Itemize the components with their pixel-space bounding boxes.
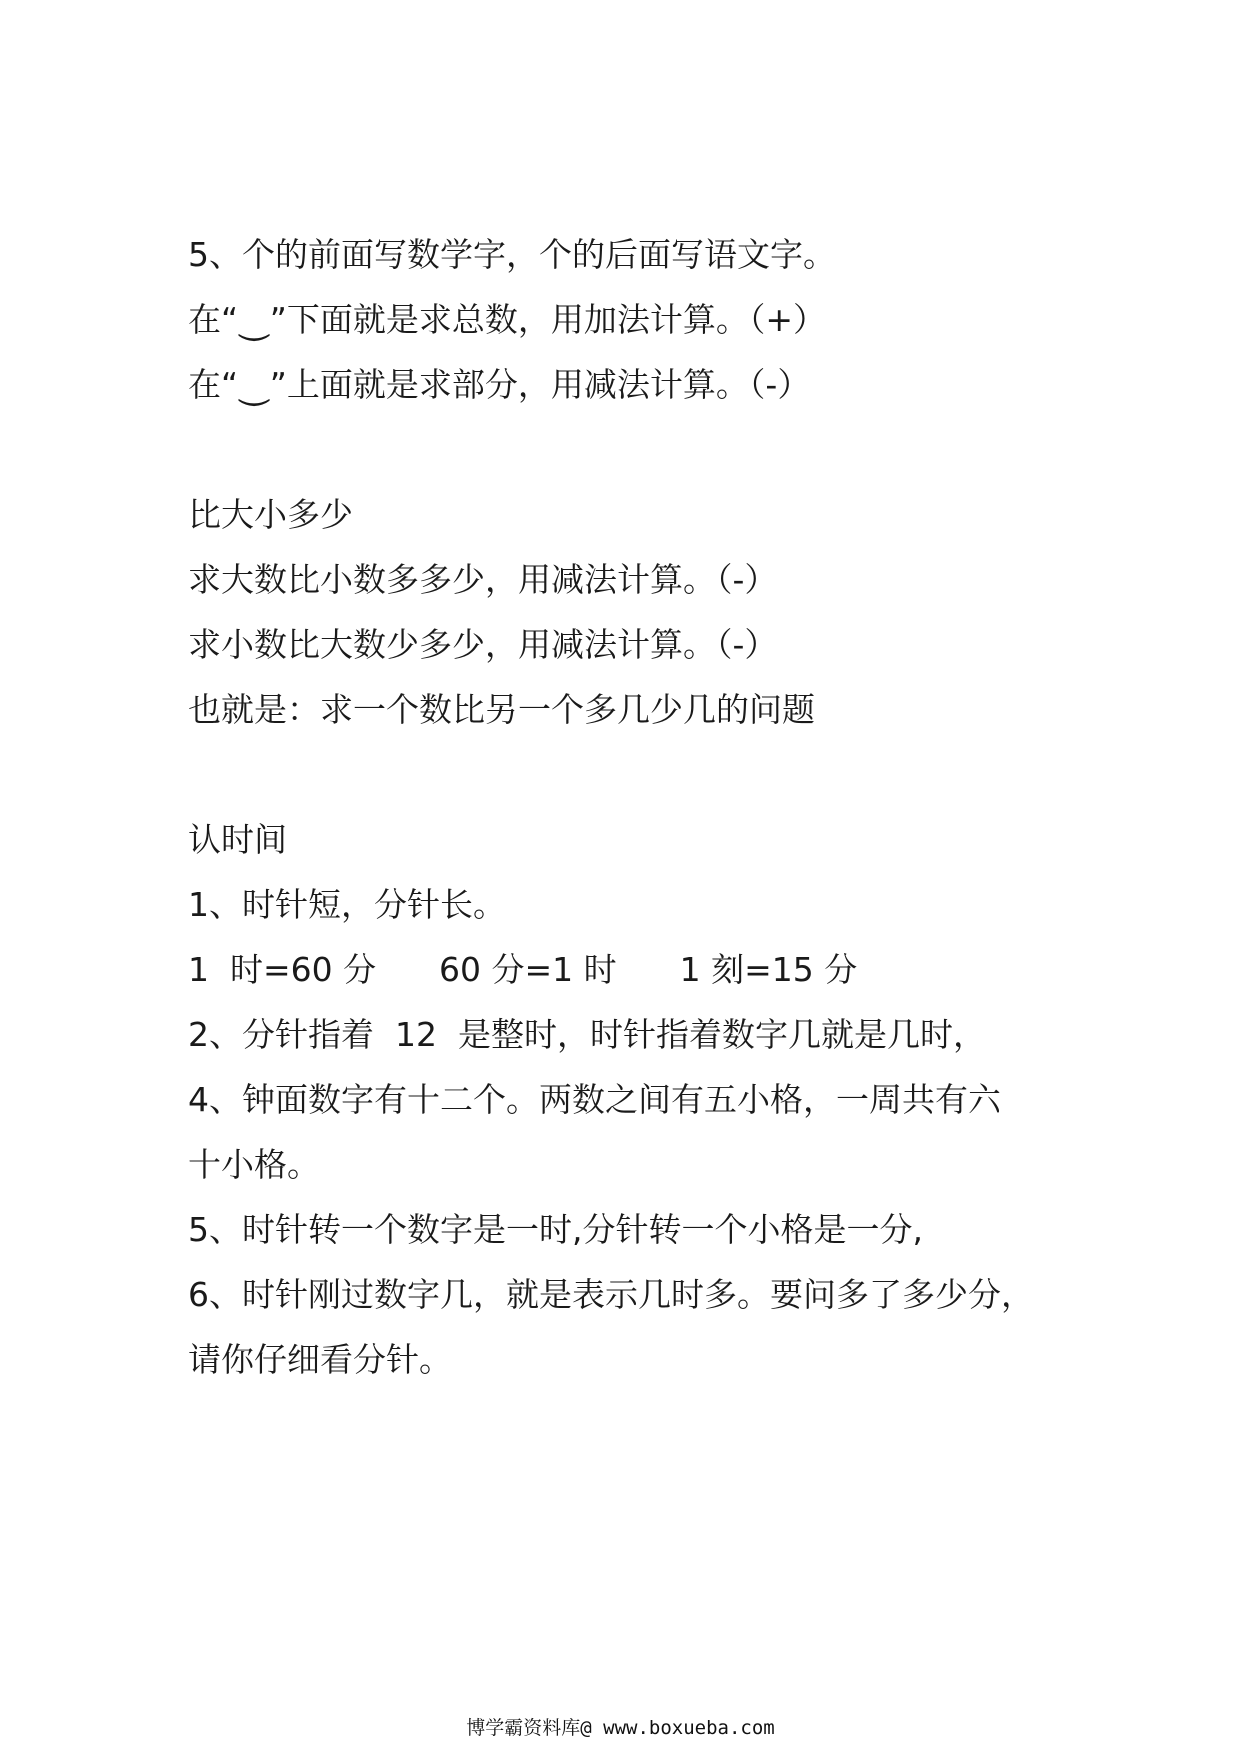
- text-line: 十小格。: [188, 1145, 320, 1184]
- section-addition-subtraction: [188, 222, 1088, 417]
- document-body: [188, 222, 1088, 1392]
- text-line: 在“⏝”上面就是求部分，用减法计算。（-）: [188, 365, 811, 404]
- text-line: 请你仔细看分针。: [188, 1340, 452, 1379]
- text-line: 1、时针短，分针长。: [188, 885, 506, 924]
- text-line: 5、个的前面写数学字，个的后面写语文字。: [188, 235, 836, 274]
- text-line: 5、时针转一个数字是一时,分针转一个小格是一分,: [188, 1210, 923, 1249]
- text-line: 2、分针指着 12 是整时，时针指着数字几就是几时，: [188, 1015, 986, 1054]
- text-line: 求大数比小数多多少，用减法计算。（-）: [188, 560, 778, 599]
- section-spacer: [188, 742, 1088, 807]
- text-line: 6、时针刚过数字几，就是表示几时多。要问多了多少分，: [188, 1275, 1034, 1314]
- section-spacer: [188, 417, 1088, 482]
- text-line: 1 时=60 分 60 分=1 时 1 刻=15 分: [188, 950, 858, 989]
- section-heading: 认时间: [188, 820, 287, 859]
- text-line: 在“⏝”下面就是求总数，用加法计算。（+）: [188, 300, 827, 339]
- section-heading: 比大小多少: [188, 495, 353, 534]
- text-line: 4、钟面数字有十二个。两数之间有五小格，一周共有六: [188, 1080, 1001, 1119]
- text-line: 求小数比大数少多少，用减法计算。（-）: [188, 625, 778, 664]
- section-telling-time: [188, 807, 1088, 1392]
- text-line: 也就是：求一个数比另一个多几少几的问题: [188, 690, 815, 729]
- section-compare-more-less: [188, 482, 1088, 742]
- footer-watermark: 博学霸资料库@ www.boxueba.com: [466, 1717, 775, 1739]
